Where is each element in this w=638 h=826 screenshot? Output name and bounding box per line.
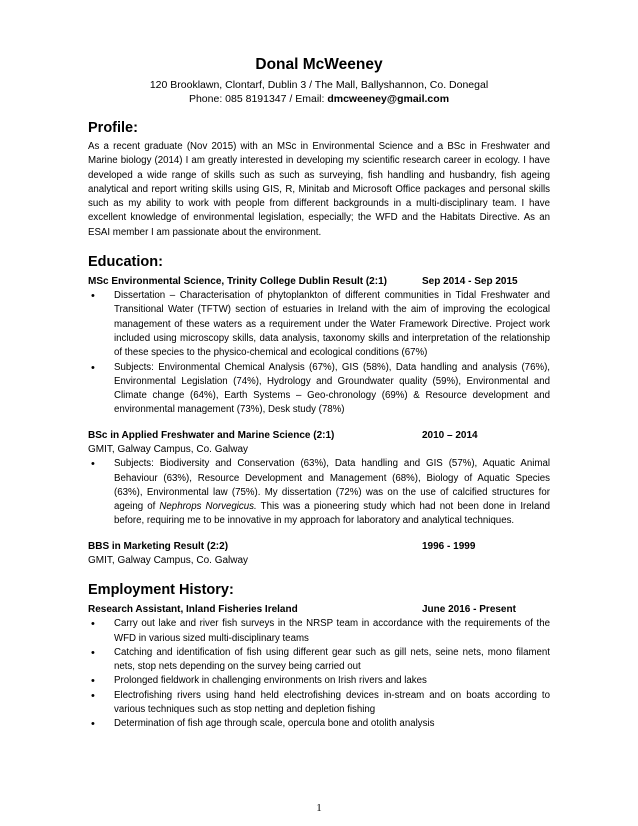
cv-page [88,56,550,732]
bbs-title-line [88,539,550,554]
education-heading: Education: [88,254,163,271]
list-item: • Electrofishing rivers using hand held electrofishing devices in-stream and on boats according to various techniques such as stop netting and depletion fishing [88,689,550,718]
list-item: • Dissertation – Characterisation of phytoplankton of different communities in Tidal Freshwater and Transitional Water (TFTW) section of estuaries in Ireland with the aim of improving the ecological management of these waters as a requirement under the Water Framework Directive. Project work included using microscopy skills, data analysis, taxonomy skills and interpretation of the relationship of these species to the physico-chemical and ecological conditions (67%) [88,289,550,360]
list-item: • Prolonged fieldwork in challenging environments on Irish rivers and lakes [88,674,550,688]
bsc-institution: GMIT, Galway Campus, Co. Galway [88,443,249,455]
msc-date: Sep 2014 - Sep 2015 [422,276,518,288]
list-item: • Determination of fish age through scale, opercula bone and otolith analysis [88,717,550,731]
list-item: • Carry out lake and river fish surveys in the NRSP team in accordance with the requirements of the WFD in various sized multi-disciplinary teams [88,617,550,646]
job-date: June 2016 - Present [422,604,516,616]
bbs-title: BBS in Marketing Result (2:2) [88,540,229,552]
msc-title-line [88,274,550,289]
contact-line [88,92,550,106]
list-item: • Subjects: Environmental Chemical Analysis (67%), GIS (58%), Data handling and analysis (76%), Environmental Legislation (74%), Hydrology and Groundwater quality (59%), Environmental and Climate change (64%), Earth Systems – Geo-chronology (69%) & Resource development and environmental management (73%), Desk study (78%) [88,361,550,418]
job-title: Research Assistant, Inland Fisheries Ireland [88,604,298,616]
phone-text: Phone: 085 8191347 / Email: [188,93,328,105]
email-link[interactable]: dmcweeney@gmail.com [327,93,450,105]
msc-title: MSc Environmental Science, Trinity College Dublin Result (2:1) [88,276,387,288]
job-bullets [88,617,550,731]
bsc-bullets [88,457,550,528]
page-number: 1 [316,802,322,814]
employment-heading: Employment History: [88,582,234,599]
bbs-date: 1996 - 1999 [422,540,476,552]
applicant-name: Donal McWeeney [255,56,383,73]
bsc-title: BSc in Applied Freshwater and Marine Science (2:1) [88,429,335,441]
profile-heading: Profile: [88,120,138,136]
msc-bullets [88,289,550,418]
bsc-title-line [88,428,550,443]
profile-text: As a recent graduate (Nov 2015) with an MSc in Environmental Science and a BSc in Freshwater and Marine biology (2014) I am greatly interested in developing my scientific research career in ecology. I have developed a wide range of skills such as such as surveying, fish handling and husbandry, fish ageing analytical and report writing skills using GIS, R, Minitab and Microsoft Office packages and personal skills such as my ability to work with people from different backgrounds in a multi-disciplinary team. I have excellent knowledge of environmental legislation, especially; the WFD and the Habitats Directive. As an ESAI member I am passionate about the environment. [88,141,550,238]
list-item: • Catching and identification of fish using different gear such as gill nets, seine nets, mono filament nets, stop nets depending on the survey being carried out [88,646,550,675]
species-name: Nephrops Norvegicus. [159,501,257,513]
list-item: • Subjects: Biodiversity and Conservation (63%), Data handling and GIS (57%), Aquatic Animal Behaviour (63%), Resource Development and Management (68%), Biology of Aquatic Species (63%), Environmental law (75%). My dissertation (72%) was on the use of calcified structures for ageing of Nephrops Norvegicus. This was a pioneering study which had not been done in Ireland before, requiring me to be innovative in my approach for laboratory and analytical techniques. [88,457,550,528]
job-title-line [88,602,550,617]
address-line: 120 Brooklawn, Clontarf, Dublin 3 / The Mall, Ballyshannon, Co. Donegal [149,79,489,91]
bbs-institution: GMIT, Galway Campus, Co. Galway [88,554,249,566]
bsc-date: 2010 – 2014 [422,429,478,441]
